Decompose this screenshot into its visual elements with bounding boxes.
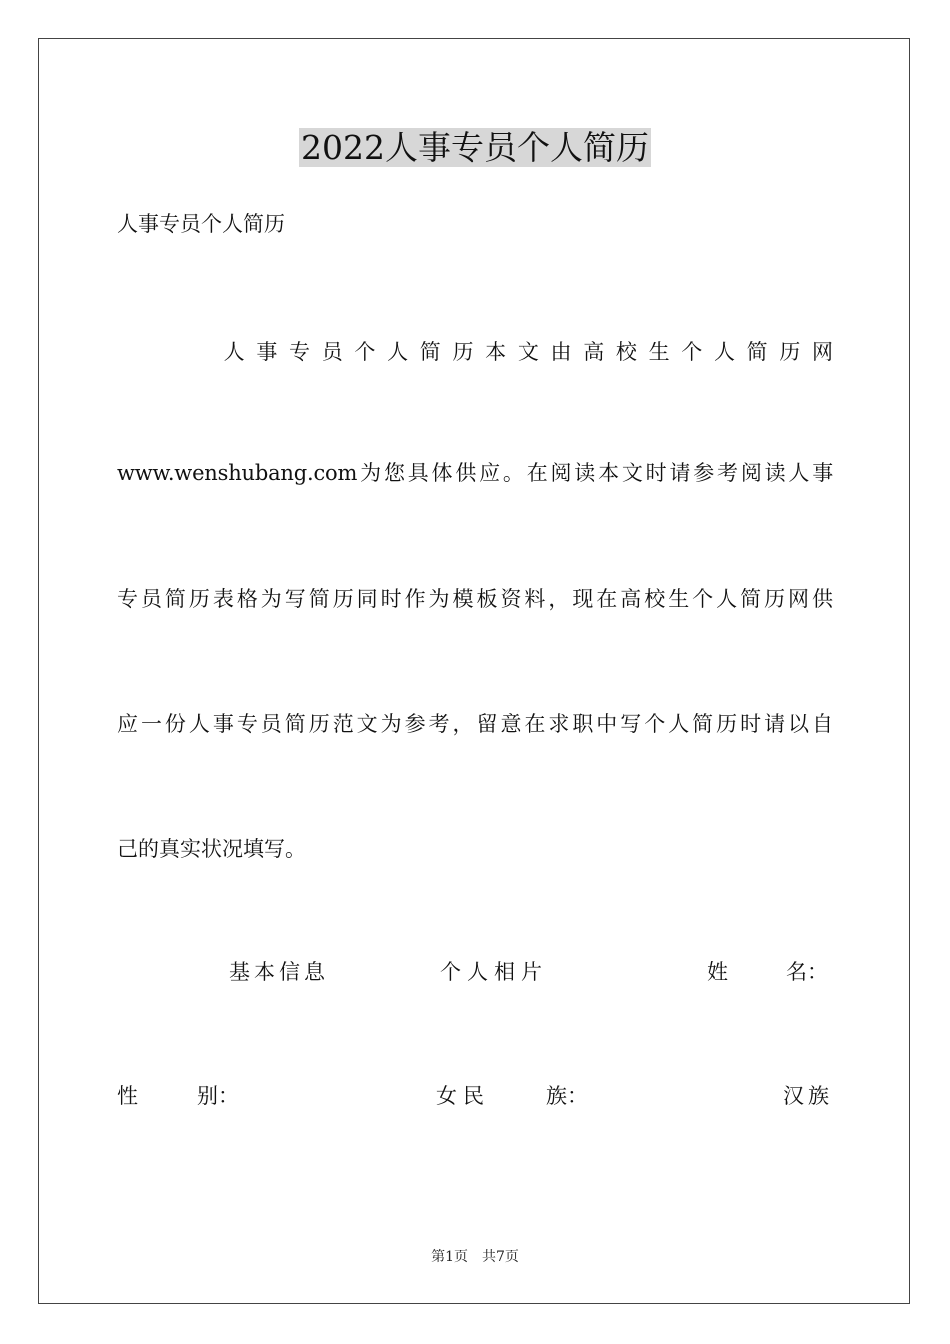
document-title	[0, 128, 950, 168]
gender-value-ethnic-label: 女民	[436, 1084, 490, 1108]
paragraph-line-2: www.wenshubang.com为您具体供应。在阅读本文时请参考阅读人事	[117, 461, 833, 485]
ethnic-label-part2: 族：	[546, 1084, 588, 1108]
paragraph-line-4: 应一份人事专员简历范文为参考，留意在求职中写个人简历时请以自	[117, 712, 833, 736]
paragraph-line-1-text: 人事专员个人简历本文由高校生个人简历网	[212, 340, 833, 364]
document-subtitle: 人事专员个人简历	[117, 212, 285, 236]
basic-info-label: 基本信息	[229, 960, 329, 984]
page-footer: 第1页 共7页	[431, 1249, 519, 1265]
document-title-text: 2022人事专员个人简历	[301, 128, 649, 167]
gender-label-part2: 别：	[197, 1084, 239, 1108]
paragraph-line-3: 专员简历表格为写简历同时作为模板资料，现在高校生个人简历网供	[117, 587, 833, 611]
gender-label-part1: 性	[117, 1084, 138, 1108]
paragraph-line-1	[117, 337, 833, 367]
photo-label: 个人相片	[440, 960, 548, 984]
name-label-part1: 姓	[707, 960, 728, 984]
ethnic-value: 汉族	[783, 1084, 833, 1108]
paragraph-line-5: 己的真实状况填写。	[117, 837, 306, 861]
name-label-part2: 名：	[786, 960, 828, 984]
